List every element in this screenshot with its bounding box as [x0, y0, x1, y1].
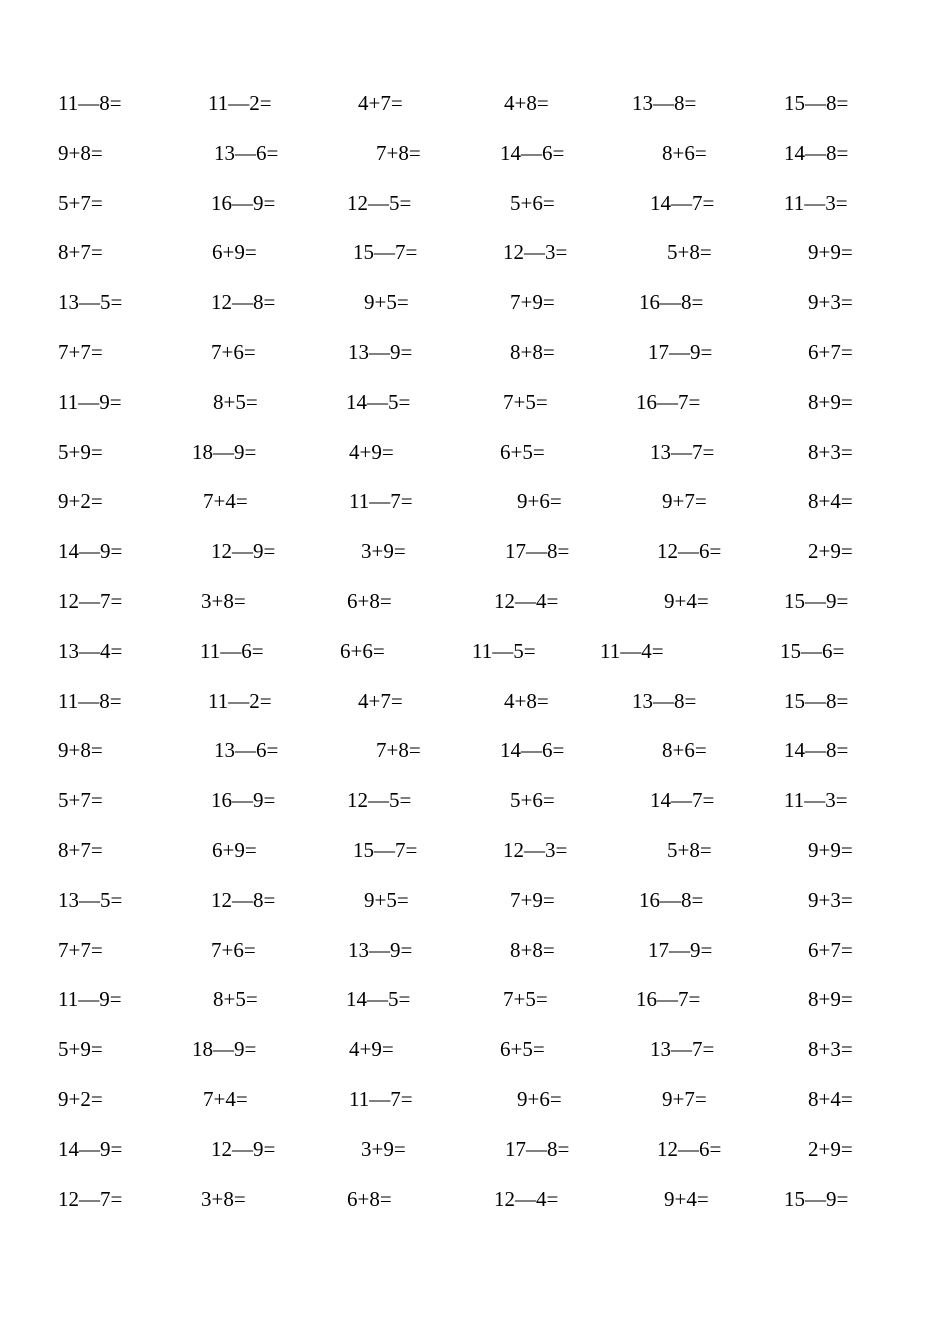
math-problem: 7+5=: [503, 389, 548, 414]
math-problem: 8+9=: [808, 987, 853, 1012]
problem-row: [0, 835, 950, 865]
math-problem: 13—7=: [650, 439, 715, 464]
math-problem: 8+4=: [808, 489, 853, 514]
math-problem: 12—7=: [58, 1186, 123, 1211]
math-problem: 8+8=: [510, 340, 555, 364]
math-problem: 8+6=: [662, 140, 707, 165]
math-problem: 3+9=: [361, 539, 406, 564]
math-problem: 14—9=: [58, 539, 123, 564]
math-problem: 6+8=: [347, 589, 392, 613]
math-problem: 9+5=: [364, 290, 409, 315]
math-problem: 15—8=: [784, 688, 849, 713]
math-problem: 11—7=: [349, 489, 413, 514]
math-problem: 14—5=: [346, 389, 411, 414]
math-problem: 11—3=: [784, 788, 848, 813]
math-problem: 11—2=: [208, 91, 272, 115]
math-problem: 16—8=: [639, 887, 704, 912]
math-problem: 13—6=: [214, 140, 279, 165]
math-problem: 15—9=: [784, 589, 849, 613]
math-problem: 12—6=: [657, 1136, 722, 1161]
math-problem: 8+5=: [213, 389, 258, 414]
math-problem: 5+6=: [510, 190, 555, 215]
math-problem: 4+9=: [349, 1037, 394, 1062]
problem-row: [0, 536, 950, 566]
math-problem: 16—9=: [211, 190, 276, 215]
math-problem: 16—7=: [636, 987, 701, 1012]
math-problem: 11—9=: [58, 389, 122, 414]
math-problem: 6+7=: [808, 340, 853, 364]
math-problem: 9+7=: [662, 489, 707, 514]
math-problem: 5+7=: [58, 788, 103, 813]
math-problem: 8+9=: [808, 389, 853, 414]
math-problem: 9+2=: [58, 1087, 103, 1111]
math-problem: 3+8=: [201, 1186, 246, 1211]
problem-row: [0, 88, 950, 118]
math-problem: 17—8=: [505, 1136, 570, 1161]
math-problem: 6+5=: [500, 439, 545, 464]
math-problem: 12—6=: [657, 539, 722, 564]
math-problem: 13—7=: [650, 1037, 715, 1062]
math-problem: 9+3=: [808, 290, 853, 315]
math-problem: 12—3=: [503, 838, 568, 862]
math-problem: 14—9=: [58, 1136, 123, 1161]
problem-row: [0, 387, 950, 417]
math-problem: 7+8=: [376, 140, 421, 165]
math-problem: 9+9=: [808, 240, 853, 265]
math-problem: 13—5=: [58, 887, 123, 912]
math-problem: 11—5=: [472, 638, 536, 663]
math-problem: 12—5=: [347, 190, 412, 215]
math-problem: 2+9=: [808, 1136, 853, 1161]
math-problem: 14—8=: [784, 738, 849, 763]
problem-row: [0, 437, 950, 467]
math-problem: 13—8=: [632, 91, 697, 115]
problem-row: [0, 486, 950, 516]
math-problem: 4+7=: [358, 91, 403, 115]
problem-row: [0, 735, 950, 765]
math-problem: 11—6=: [200, 638, 264, 663]
math-problem: 13—5=: [58, 290, 123, 315]
math-problem: 3+8=: [201, 589, 246, 613]
problem-row: [0, 188, 950, 218]
math-problem: 9+7=: [662, 1087, 707, 1111]
problem-row: [0, 1034, 950, 1064]
math-problem: 11—3=: [784, 190, 848, 215]
math-problem: 7+5=: [503, 987, 548, 1012]
problem-row: [0, 1134, 950, 1164]
problem-row: [0, 337, 950, 367]
math-problem: 9+4=: [664, 1186, 709, 1211]
math-problem: 12—4=: [494, 589, 559, 613]
math-problem: 9+5=: [364, 887, 409, 912]
math-problem: 7+4=: [203, 1087, 248, 1111]
math-problem: 14—7=: [650, 788, 715, 813]
math-problem: 14—6=: [500, 738, 565, 763]
math-problem: 14—5=: [346, 987, 411, 1012]
math-problem: 8+7=: [58, 838, 103, 862]
problem-row: [0, 237, 950, 267]
problem-row: [0, 287, 950, 317]
math-problem: 13—8=: [632, 688, 697, 713]
math-problem: 2+9=: [808, 539, 853, 564]
math-problem: 13—9=: [348, 937, 413, 962]
math-problem: 13—6=: [214, 738, 279, 763]
problem-row: [0, 686, 950, 716]
math-problem: 12—9=: [211, 1136, 276, 1161]
math-problem: 4+7=: [358, 688, 403, 713]
math-problem: 11—7=: [349, 1087, 413, 1111]
math-problem: 5+7=: [58, 190, 103, 215]
math-problem: 8+7=: [58, 240, 103, 265]
math-problem: 9+9=: [808, 838, 853, 862]
problem-row: [0, 935, 950, 965]
problem-row: [0, 586, 950, 616]
math-problem: 15—7=: [353, 240, 418, 265]
math-problem: 7+8=: [376, 738, 421, 763]
math-problem: 8+4=: [808, 1087, 853, 1111]
problem-row: [0, 885, 950, 915]
math-problem: 18—9=: [192, 1037, 257, 1062]
problem-row: [0, 138, 950, 168]
math-problem: 6+5=: [500, 1037, 545, 1062]
math-problem: 5+6=: [510, 788, 555, 813]
math-problem: 7+9=: [510, 290, 555, 315]
math-problem: 13—9=: [348, 340, 413, 364]
math-problem: 8+3=: [808, 439, 853, 464]
problem-row: [0, 636, 950, 666]
math-problem: 6+7=: [808, 937, 853, 962]
math-problem: 4+8=: [504, 688, 549, 713]
problem-row: [0, 984, 950, 1014]
math-problem: 12—8=: [211, 887, 276, 912]
math-problem: 14—7=: [650, 190, 715, 215]
math-problem: 12—8=: [211, 290, 276, 315]
math-problem: 12—5=: [347, 788, 412, 813]
math-problem: 12—7=: [58, 589, 123, 613]
math-problem: 8+8=: [510, 937, 555, 962]
math-problem: 8+6=: [662, 738, 707, 763]
math-problem: 9+8=: [58, 140, 103, 165]
math-problem: 6+8=: [347, 1186, 392, 1211]
math-problem: 11—9=: [58, 987, 122, 1012]
math-problem: 11—2=: [208, 688, 272, 713]
math-problem: 17—9=: [648, 340, 713, 364]
math-problem: 7+4=: [203, 489, 248, 514]
problem-row: [0, 785, 950, 815]
math-problem: 9+6=: [517, 489, 562, 514]
math-problem: 17—9=: [648, 937, 713, 962]
math-problem: 15—8=: [784, 91, 849, 115]
math-problem: 15—9=: [784, 1186, 849, 1211]
math-problem: 6+9=: [212, 838, 257, 862]
math-problem: 5+9=: [58, 1037, 103, 1062]
math-problem: 7+7=: [58, 937, 103, 962]
math-problem: 9+4=: [664, 589, 709, 613]
math-problem: 18—9=: [192, 439, 257, 464]
math-problem: 4+9=: [349, 439, 394, 464]
math-problem: 11—4=: [600, 638, 664, 663]
math-problem: 12—3=: [503, 240, 568, 265]
math-problem: 11—8=: [58, 688, 122, 713]
math-problem: 3+9=: [361, 1136, 406, 1161]
math-problem: 9+8=: [58, 738, 103, 763]
math-problem: 14—8=: [784, 140, 849, 165]
math-problem: 7+7=: [58, 340, 103, 364]
math-problem: 13—4=: [58, 638, 123, 663]
math-problem: 6+9=: [212, 240, 257, 265]
math-problem: 16—9=: [211, 788, 276, 813]
problem-row: [0, 1184, 950, 1214]
math-problem: 17—8=: [505, 539, 570, 564]
math-problem: 7+6=: [211, 340, 256, 364]
math-problem: 12—9=: [211, 539, 276, 564]
math-problem: 7+6=: [211, 937, 256, 962]
math-problem: 6+6=: [340, 638, 385, 663]
math-problem: 16—8=: [639, 290, 704, 315]
math-problem: 9+2=: [58, 489, 103, 514]
math-problem: 5+8=: [667, 838, 712, 862]
math-problem: 12—4=: [494, 1186, 559, 1211]
math-problem: 5+8=: [667, 240, 712, 265]
math-problem: 15—6=: [780, 638, 845, 663]
math-problem: 8+3=: [808, 1037, 853, 1062]
math-problem: 8+5=: [213, 987, 258, 1012]
math-problem: 9+3=: [808, 887, 853, 912]
math-problem: 15—7=: [353, 838, 418, 862]
math-problem: 4+8=: [504, 91, 549, 115]
math-problem: 7+9=: [510, 887, 555, 912]
math-problem: 9+6=: [517, 1087, 562, 1111]
math-problem: 11—8=: [58, 91, 122, 115]
math-problem: 14—6=: [500, 140, 565, 165]
math-problem: 16—7=: [636, 389, 701, 414]
problem-row: [0, 1084, 950, 1114]
math-problem: 5+9=: [58, 439, 103, 464]
